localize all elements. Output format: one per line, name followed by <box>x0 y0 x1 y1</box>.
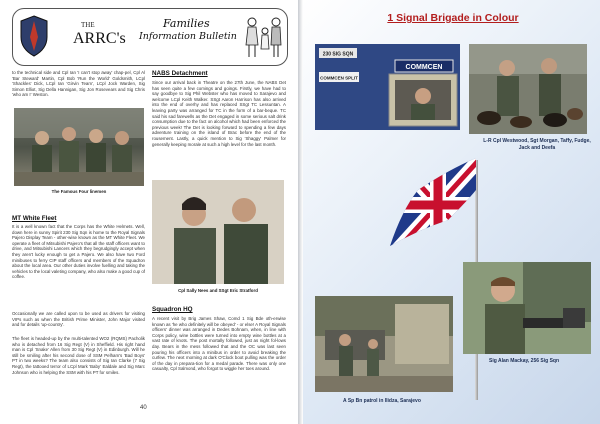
squadron-text: A recent visit by Brig James Shaw, Comd 1 Sig Bde oth-erwise known as 'he who definitely will be obeyed' - or else! A Royal Signals officers' dinner was arranged in Dedes Bohnam, when, in line with Corps policy, wine bottles were turned into empty wine bottles at a vast rate of knots. The post mortally followed, just as night fol-lows day. Bears in the mess followed that and the OC was last seen pouring his officers into a minibus in order to avoid breaking the curfew. The next morning at dark O'Clock boot pulling was the order of the day in prepara-tion for a medal parade. There was only one casualty, Cpl Salmond, who forgot to wiggle her toes around. <box>152 316 286 372</box>
page-number: 40 <box>140 405 147 411</box>
photo-commcen <box>315 44 460 130</box>
union-flag-illustration <box>388 150 488 260</box>
photo-mackay <box>463 262 591 354</box>
mt-text-2: Occasionally we are called upon to be used as drivers for visiting VIPs such as when the British Prime Minister, John Major visited and for details 'up-country'. <box>12 311 145 328</box>
mt-text-1: It is a well known fact that the Corps has the White Helmets. Well, down here in sunny Spirit 230 Sig Sqn is home to the Royal Signals Pajero Display Team - other-wise known as the MT White Fleet. We operate a fleet of Mitsubishi Pajero's that all the staff officers want to drive, and Mitsubishi Lancers which they begrudgingly accept when they aren't lucky enough to get a Pajero. We also have two Ford minibuses to ferry CIP staff officers and members of the Squadron about the local area. Our other duties involve fuelling and taking the vehicles to the local valeting company, who also make a good cup of coffee. <box>12 224 145 280</box>
squadron-hq-heading: Squadron HQ <box>152 306 193 313</box>
caption-dogs: L-R Cpl Westwood, Sgt Morgan, Taffy, Fudge, Jack and Deefa <box>483 138 591 151</box>
family-figures-illustration <box>243 15 283 59</box>
masthead-info-bulletin: Information Bulletin <box>139 31 237 42</box>
masthead-arrcs: ARRC's <box>73 30 126 47</box>
photo-nees-stratford <box>152 180 284 284</box>
masthead <box>12 8 288 66</box>
sign-commcen-split: COMMCEN SPLIT <box>320 75 358 81</box>
nabs-heading: NABS Detachment <box>152 70 208 77</box>
masthead-families: Families <box>163 17 210 30</box>
nabs-text: Since our arrival back in Theatre on the 27th June, the NABS Det has seen quite a few comings and goings. Firstly, we have had to say goodbye to Sig Phil Webster who has moved to Sarajevo and welcome LCpl Keith Walker. SSgt Aaron Harrison has also arrived into the end of overhy and has replaced SSgt TC Lessuntan. A leaving party was arranged for TC in the form of a bar-beque. TC said his sad farewells as the Det engaged in some serious salt drink consumption due to the fact on alcohol which had been enforced the previous week! The Det is looking forward to spending a few days adventure training on the island of Brac before the end of the rousement. Lastly, a quick mention to Sig 'Shaggy' Palmer for generally keeping morale at such a high level for the last month. <box>152 80 286 147</box>
masthead-the: THE <box>81 21 95 29</box>
left-page <box>0 0 298 424</box>
caption-patrol: A Sp Bn patrol in Ilidza, Sarajevo <box>343 398 421 404</box>
right-page-title: 1 Signal Brigade in Colour <box>387 12 519 24</box>
caption-mackay: Sig Alan Mackay, 256 Sig Sqn <box>489 358 560 364</box>
right-page <box>303 0 600 424</box>
photo-dogs <box>469 44 587 134</box>
arrc-crest-icon <box>19 15 49 57</box>
mt-white-fleet-heading: MT White Fleet <box>12 215 57 222</box>
caption-famous-four: The Famous Four linemen <box>51 189 107 194</box>
caption-nees-stratford: Cpl Sally Nees and SSgt Eric Stratford <box>178 288 258 293</box>
intro-text: to the technical side and Cpl Ian 'I can't stop away' chap-pel, Cpl Al 'Bar Steward' Martin, Cpl Bob 'Run the World' Goldsmith, LCpl 'Shackles' Dick, LCpl Ian 'Girvin Team', LCpl Jock Warden, Sig Simon Elliot, Sig Della Hannigan, Sig Jon Rosevears and Sig Chris 'who am I' Weston. <box>12 70 145 98</box>
photo-famous-four <box>14 108 144 186</box>
sign-230-sig-sqn: 230 SIG SQN <box>322 51 354 58</box>
sign-commcen: COMMCEN <box>405 64 443 71</box>
photo-patrol <box>315 296 453 392</box>
mt-text-3: The fleet is headed-up by the multi-talented WO2 (RQMS) Pacholik who is detached from 16 Sig Regt (V) in Sheffield. His right hand man is Cpl 'Snake' Allen from 30 Sig Regt (V) in Edinburgh. Will he still be smiling after his second dose of SSM Pelham's 'Bad Boys' PT in two weeks? The team also consists of Sig Ian Clarke (7 Sig Regt), the tattooed terror of LCpl Mark 'Baby' Ealdale and Sig Marc Johnson who is helping the SSM with his PT for smiles. <box>12 336 145 375</box>
